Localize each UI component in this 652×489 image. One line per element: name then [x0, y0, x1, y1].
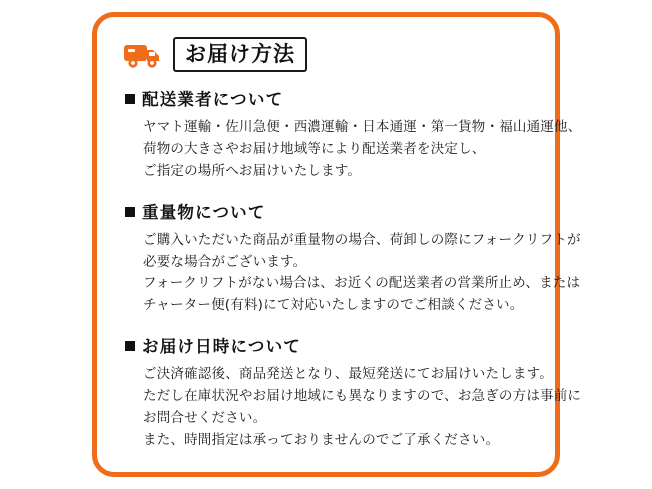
text-line: フォークリフトがない場合は、お近くの配送業者の営業所止め、または: [143, 275, 581, 292]
card-content: [97, 17, 582, 462]
text-line: ご指定の場所へお届けいたします。: [143, 162, 362, 179]
square-bullet-icon: [125, 341, 135, 351]
square-bullet-icon: [125, 207, 135, 217]
section-delivery-datetime-heading: [125, 333, 535, 357]
section-heavy-goods-heading: [125, 199, 535, 223]
section-delivery-datetime: [125, 333, 582, 451]
card-header: [123, 37, 535, 72]
section-delivery-datetime-heading-text: お届け日時について: [142, 337, 301, 357]
section-carrier-heading-text: 配送業者について: [142, 90, 284, 110]
text-line: また、時間指定は承っておりませんのでご了承ください。: [143, 431, 500, 448]
delivery-truck-icon: [123, 39, 163, 71]
section-heavy-goods: [125, 199, 581, 317]
text-line: ご購入いただいた商品が重量物の場合、荷卸しの際にフォークリフトが: [143, 231, 581, 248]
square-bullet-icon: [125, 94, 135, 104]
section-delivery-datetime-body: [143, 364, 582, 451]
text-line: ヤマト運輸・佐川急便・西濃運輸・日本通運・第一貨物・福山通運他、: [143, 119, 582, 136]
text-line: チャーター便(有料)にて対応いたしますのでご相談ください。: [143, 297, 524, 314]
section-heavy-goods-body: [143, 230, 581, 317]
text-line: 荷物の大きさやお届け地域等により配送業者を決定し、: [143, 141, 486, 157]
text-line: 必要な場合がございます。: [143, 253, 307, 270]
section-carrier-body: [143, 117, 582, 183]
section-carrier-heading: [125, 86, 535, 110]
text-line: お問合せください。: [143, 409, 267, 426]
text-line: ただし在庫状況やお届け地域にも異なりますので、お急ぎの方は事前に: [143, 388, 582, 405]
delivery-info-card: [92, 12, 582, 477]
text-line: ご決済確認後、商品発送となり、最短発送にてお届けいたします。: [143, 366, 553, 383]
page-title: お届け方法: [173, 37, 307, 72]
section-heavy-goods-heading-text: 重量物について: [142, 202, 266, 222]
section-carrier: [125, 86, 582, 183]
